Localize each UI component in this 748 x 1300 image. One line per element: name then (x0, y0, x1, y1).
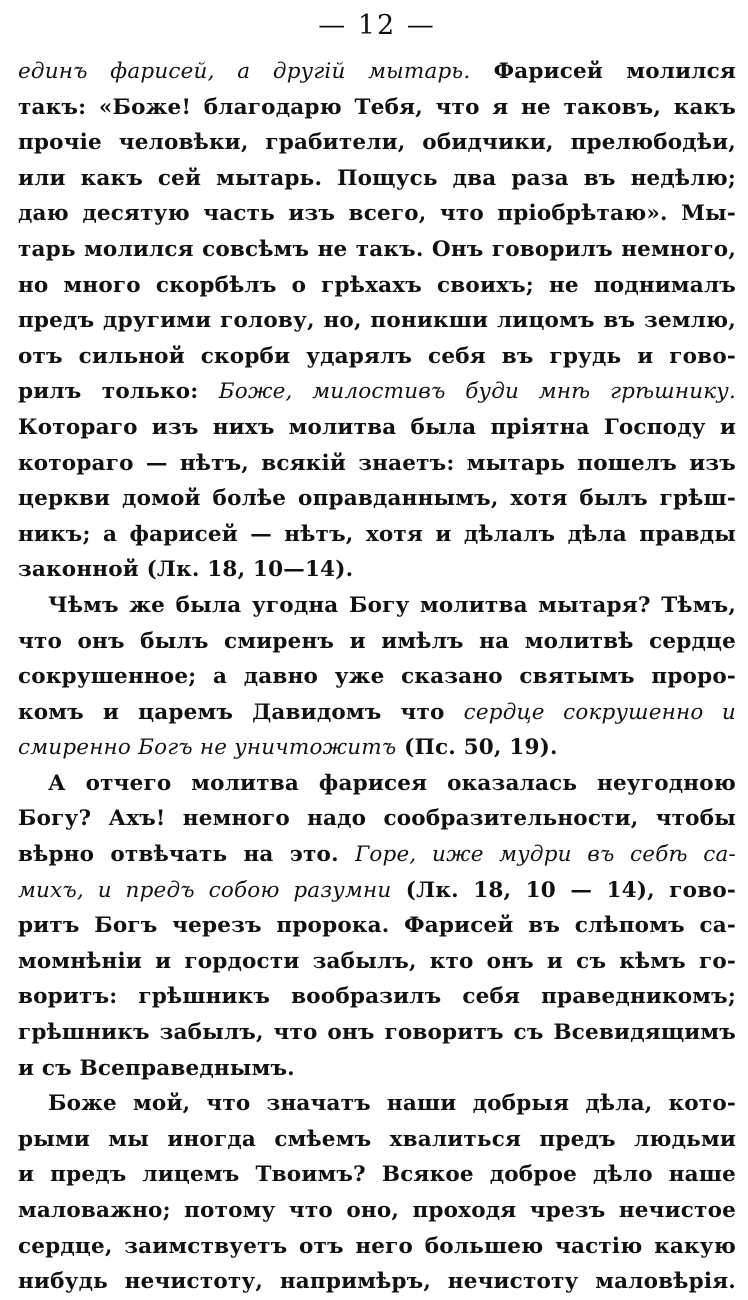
text-line (18, 517, 736, 553)
text-line (18, 766, 736, 802)
text-line (18, 196, 736, 232)
text-run: Чѣмъ же была угодна Богу молитва мытаря? Тѣмъ, (48, 592, 736, 618)
text-run: или какъ сей мытарь. Пощусь два раза въ недѣлю; (18, 165, 736, 191)
text-run: сокрушенное; а давно уже сказано святымъ проро- (18, 664, 736, 690)
text-run: сердце, заимствуетъ отъ него большею частію какую (18, 1233, 736, 1259)
text-line (18, 125, 736, 161)
text-line (18, 161, 736, 197)
text-line (18, 944, 736, 980)
text-line (18, 624, 736, 660)
text-run: никъ; а фарисей — нѣтъ, хотя и дѣлалъ дѣла правды (18, 521, 736, 547)
text-run: и предъ лицемъ Твоимъ? Всякое доброе дѣло наше (18, 1162, 736, 1188)
text-run: но много скорбѣлъ о грѣхахъ своихъ; не поднималъ (18, 272, 736, 298)
text-run: грѣшникъ забылъ, что онъ говоритъ съ Всевидящимъ (18, 1020, 736, 1046)
text-line (18, 552, 736, 588)
text-line (18, 1193, 736, 1229)
text-run: Фарисей молился (470, 59, 736, 84)
book-page (18, 0, 736, 1295)
text-run: момнѣніи и гордости забылъ, кто онъ и съ кѣмъ го- (18, 948, 736, 974)
text-run: и съ Всеправеднымъ. (18, 1055, 295, 1081)
text-run: что онъ былъ смиренъ и имѣлъ на молитвѣ сердце (18, 628, 736, 654)
text-line (18, 232, 736, 268)
text-line (18, 90, 736, 126)
italic-quote: сердце сокрушенно и (463, 699, 736, 725)
text-run: маловажно; потому что оно, проходя чрезъ нечистое (18, 1198, 736, 1223)
text-run: прочіе человѣки, грабители, обидчики, прелюбодѣи, (18, 130, 736, 156)
text-line (18, 1157, 736, 1193)
text-line (18, 481, 736, 517)
text-line (18, 1229, 736, 1265)
text-run: нибудь нечистоту, напримѣръ, нечистоту маловѣрія. (18, 1269, 736, 1295)
text-run: ритъ Богъ черезъ пророка. Фарисей въ слѣпомъ са- (18, 913, 736, 939)
text-run: (Пс. 50, 19). (396, 735, 558, 761)
text-run: комъ и царемъ Давидомъ что (18, 699, 464, 725)
text-run: предъ другими голову, но, поникши лицомъ въ землю, (18, 308, 736, 334)
text-line (18, 1051, 736, 1087)
text-line (18, 730, 736, 766)
text-line (18, 410, 736, 446)
text-run: рилъ только: (18, 379, 219, 405)
text-line (18, 374, 736, 410)
text-line (18, 1122, 736, 1158)
text-line (18, 1264, 736, 1300)
text-line (18, 979, 736, 1015)
italic-quote: Боже, милостивъ буди мнѣ грѣшнику. (218, 379, 736, 405)
text-run: воритъ: грѣшникъ вообразилъ себя праведникомъ; (18, 984, 736, 1010)
text-run: такъ: «Боже! благодарю Тебя, что я не таковъ, какъ (18, 94, 736, 120)
text-line (18, 801, 736, 837)
text-line (18, 908, 736, 944)
text-line (18, 303, 736, 339)
text-line (18, 588, 736, 624)
text-line (18, 1015, 736, 1051)
text-run: Боже мой, что значатъ наши добрыя дѣла, кото- (48, 1091, 736, 1117)
text-line (18, 339, 736, 375)
text-run: рыми мы иногда смѣемъ хвалиться предъ людьми (18, 1126, 736, 1152)
text-line (18, 446, 736, 482)
italic-quote: единъ фарисей, а другій мытарь. (18, 59, 471, 84)
text-run: законной (Лк. 18, 10—14). (18, 557, 354, 583)
text-run: Котораго изъ нихъ молитва была пріятна Господу и (18, 414, 736, 440)
text-run: котораго — нѣтъ, всякій знаетъ: мытарь пошелъ изъ (18, 450, 736, 476)
italic-quote: михъ, и предъ собою разумни (18, 877, 392, 903)
text-run: церкви домой болѣе оправданнымъ, хотя былъ грѣш- (18, 486, 736, 512)
text-line (18, 695, 736, 731)
italic-quote: смиренно Богъ не уничтожитъ (18, 735, 397, 761)
text-run: вѣрно отвѣчать на это. (18, 842, 355, 868)
page-number: — 12 — (318, 10, 436, 41)
text-line (18, 54, 736, 90)
text-run: Богу? Ахъ! немного надо сообразительности, чтобы (18, 806, 736, 832)
text-run: (Лк. 18, 10 — 14), гово- (391, 877, 736, 903)
italic-quote: Горе, иже мудри въ себѣ са- (354, 842, 736, 868)
text-line (18, 837, 736, 873)
text-line (18, 1086, 736, 1122)
text-line (18, 268, 736, 304)
text-run: даю десятую часть изъ всего, что пріобрѣтаю». Мы- (18, 201, 736, 227)
text-run: тарь молился совсѣмъ не такъ. Онъ говорилъ немного, (18, 236, 736, 262)
text-line (18, 873, 736, 909)
text-line (18, 659, 736, 695)
body-text (18, 54, 736, 1300)
text-run: отъ сильной скорби ударялъ себя въ грудь и гово- (18, 343, 736, 369)
text-run: А отчего молитва фарисея оказалась неугодною (48, 770, 736, 796)
